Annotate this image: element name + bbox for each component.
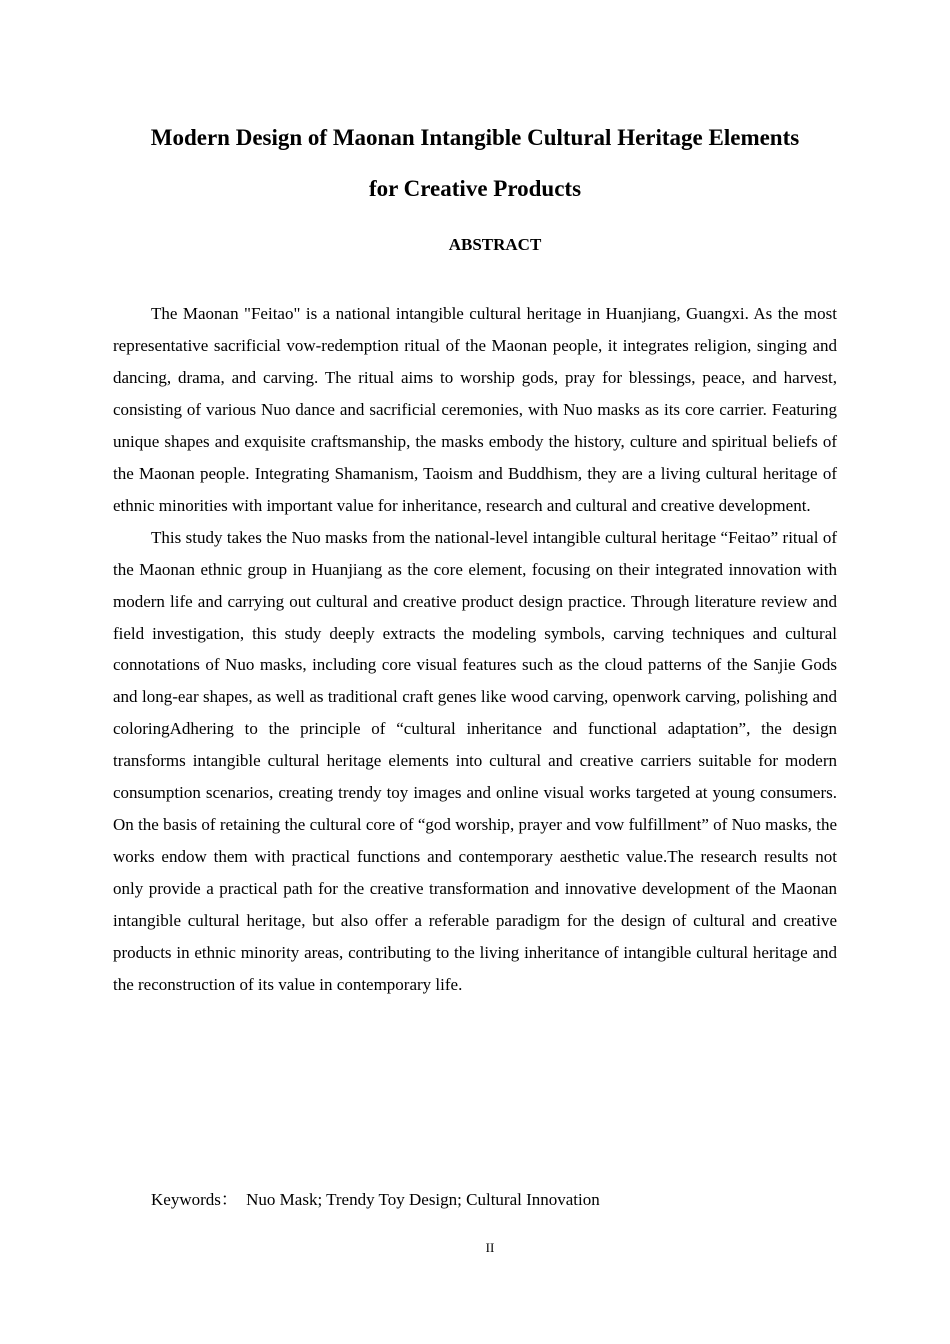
abstract-body [113,298,837,1001]
page-number: II [485,1240,495,1255]
abstract-heading: ABSTRACT [448,235,542,254]
title-line-2: for Creative Products [368,176,582,201]
keywords-line [151,1187,851,1213]
title-line-1: Modern Design of Maonan Intangible Cultural Heritage Elements [150,125,800,150]
abstract-paragraph-1: The Maonan "Feitao" is a national intangible cultural heritage in Huanjiang, Guangxi. As the most representative sacrificial vow-redemption ritual of the Maonan people, it integrates religion, singing and dancing, drama, and carving. The ritual aims to worship gods, pray for blessings, peace, and harvest, consisting of various Nuo dance and sacrificial ceremonies, with Nuo masks as its core carrier. Featuring unique shapes and exquisite craftsmanship, the masks embody the history, culture and spiritual beliefs of the Maonan people. Integrating Shamanism, Taoism and Buddhism, they are a living cultural heritage of ethnic minorities with important value for inheritance, research and cultural and creative development. [113,304,837,515]
abstract-paragraph-2: This study takes the Nuo masks from the national-level intangible cultural heritage “Feitao” ritual of the Maonan ethnic group in Huanjiang as the core element, focusing on their integrated innovation with modern life and carrying out cultural and creative product design practice. Through literature review and field investigation, this study deeply extracts the modeling symbols, carving techniques and cultural connotations of Nuo masks, including core visual features such as the cloud patterns of the Sanjie Gods and long-ear shapes, as well as traditional craft genes like wood carving, openwork carving, polishing and coloringAdhering to the principle of “cultural inheritance and functional adaptation”, the design transforms intangible cultural heritage elements into cultural and creative carriers suitable for modern consumption scenarios, creating trendy toy images and online visual works targeted at young consumers. On the basis of retaining the cultural core of “god worship, prayer and vow fulfillment” of Nuo masks, the works endow them with practical functions and contemporary aesthetic value.The research results not only provide a practical path for the creative transformation and innovative development of the Maonan intangible cultural heritage, but also offer a referable paradigm for the design of cultural and creative products in ethnic minority areas, contributing to the living inheritance of intangible cultural heritage and the reconstruction of its value in contemporary life. [113,527,837,995]
keywords-label: Keywords： [151,1190,238,1209]
keywords-value: Nuo Mask; Trendy Toy Design; Cultural Innovation [246,1190,600,1209]
